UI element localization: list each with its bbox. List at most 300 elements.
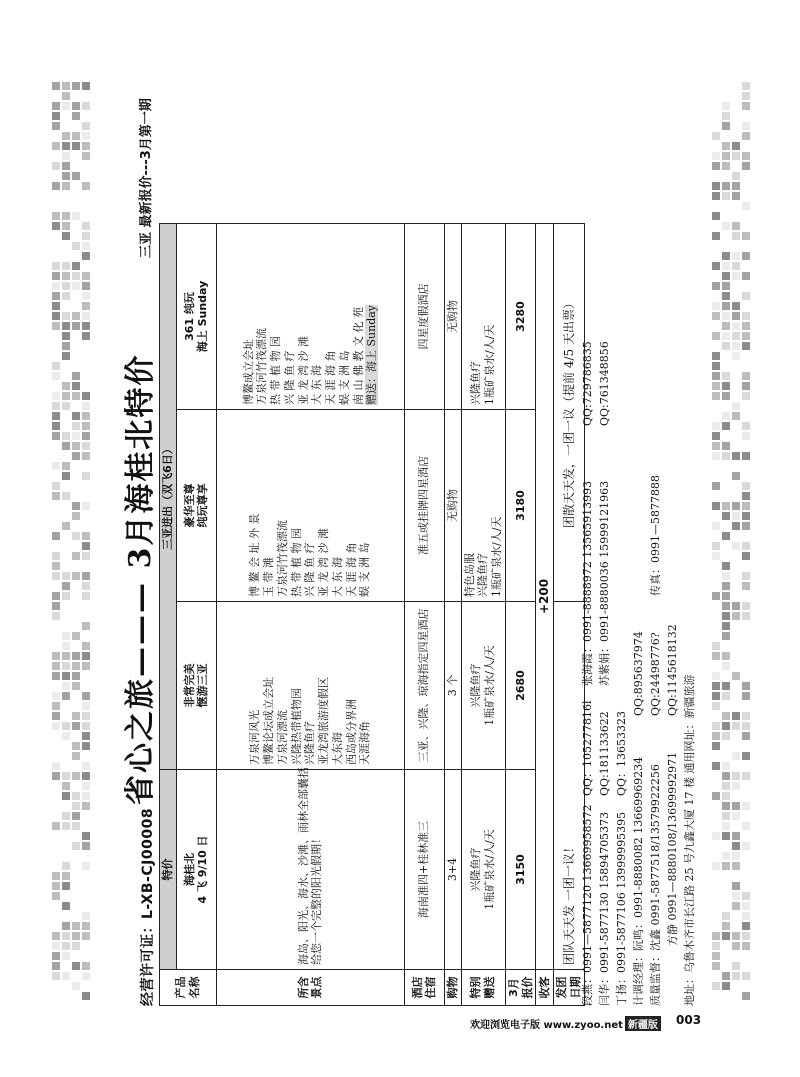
mosaic-tile [52,402,60,410]
mosaic-tile [722,822,730,830]
mosaic-tile [742,582,750,590]
contact-list [579,224,698,1006]
mosaic-tile [52,492,60,500]
mosaic-tile [72,822,80,830]
mosaic-tile [722,372,730,380]
mosaic-tile [742,82,750,90]
mosaic-tile [722,572,730,580]
mosaic-tile [82,122,90,130]
mosaic-tile [82,472,90,480]
mosaic-tile [82,232,90,240]
mosaic-tile [52,272,60,280]
mosaic-tile [82,702,90,710]
mosaic-tile [732,412,740,420]
mosaic-tile [742,612,750,620]
mosaic-tile [732,152,740,160]
mosaic-tile [712,362,720,370]
mosaic-tile [722,222,730,230]
mosaic-tile [52,142,60,150]
mosaic-tile [712,932,720,940]
mosaic-tile [72,372,80,380]
mosaic-tile [62,732,70,740]
mosaic-tile [742,432,750,440]
mosaic-tile [72,272,80,280]
mosaic-tile [722,762,730,770]
label-product: 产品名称 [160,970,217,1006]
mosaic-tile [82,142,90,150]
mosaic-tile [52,872,60,880]
mosaic-tile [732,192,740,200]
mosaic-tile [62,172,70,180]
mosaic-tile [52,702,60,710]
mosaic-tile [72,242,80,250]
mosaic-tile [732,852,740,860]
mosaic-tile [742,492,750,500]
mosaic-tile [82,222,90,230]
mosaic-tile [722,502,730,510]
edition-tag: 新疆版 [625,1016,661,1031]
mosaic-tile [72,262,80,270]
spots-gift: 赠送：海上 Sunday [365,304,379,405]
mosaic-tile [742,842,750,850]
mosaic-tile [62,592,70,600]
mosaic-tile [72,572,80,580]
mosaic-tile [732,522,740,530]
mosaic-tile [52,102,60,110]
mosaic-tile [732,542,740,550]
gift-1: 兴隆鱼疗 1瓶矿泉水/人/天 [461,770,505,970]
mosaic-tile [742,692,750,700]
mosaic-tile [62,952,70,960]
mosaic-tile [62,442,70,450]
mosaic-tile [52,462,60,470]
mosaic-tile [732,902,740,910]
mosaic-tile [712,152,720,160]
mosaic-tile [72,432,80,440]
mosaic-tile [742,312,750,320]
mosaic-tile [732,232,740,240]
mosaic-tile [82,412,90,420]
mosaic-tile [712,792,720,800]
mosaic-tile [72,742,80,750]
mosaic-tile [712,262,720,270]
mosaic-tile [82,152,90,160]
mosaic-tile [712,702,720,710]
mosaic-tile [62,672,70,680]
mosaic-tile [82,82,90,90]
label-spots: 所含景点 [216,970,404,1006]
product-name-3: 豪华至尊 纯玩尊享 [176,410,216,602]
mosaic-tile [742,752,750,760]
mosaic-tile [82,182,90,190]
mosaic-tile [742,992,750,1000]
mosaic-tile [62,822,70,830]
mosaic-tile [732,272,740,280]
mosaic-tile [82,402,90,410]
price-3: 3180 [505,410,536,602]
mosaic-tile [72,282,80,290]
mosaic-tile [742,272,750,280]
mosaic-tile [82,662,90,670]
mosaic-tile [732,602,740,610]
mosaic-tile [72,792,80,800]
mosaic-tile [712,332,720,340]
mosaic-tile [82,542,90,550]
mosaic-tile [712,192,720,200]
mosaic-tile [732,972,740,980]
mosaic-tile [722,592,730,600]
mosaic-tile [712,132,720,140]
mosaic-tile [72,552,80,560]
mosaic-tile [732,262,740,270]
mosaic-tile [722,182,730,190]
mosaic-tile [62,652,70,660]
mosaic-tile [712,182,720,190]
shopping-3: 无购物 [444,410,461,602]
gift-4: 兴隆鱼疗 1瓶矿泉水/人/天 [461,223,505,409]
mosaic-tile [52,962,60,970]
mosaic-tile [72,942,80,950]
mosaic-tile [72,772,80,780]
mosaic-tile [62,572,70,580]
label-shopping: 购物 [444,970,461,1006]
mosaic-tile [72,322,80,330]
mosaic-tile [722,162,730,170]
mosaic-tile [732,862,740,870]
mosaic-tile [62,222,70,230]
contact-row: 闫华：0991-5877130 15894705373 QQ:181133622 苏紫娟：0991-8880036 15999121963 QQ:761348856 [598,341,611,1006]
mosaic-tile [732,352,740,360]
mosaic-tile [82,252,90,260]
mosaic-tile [82,422,90,430]
product-name-1: 海桂北 4 飞 9/10 日 [176,770,216,970]
mosaic-tile [722,312,730,320]
mosaic-tile [732,782,740,790]
spots-3: 博 鳌 会 址 外 景 玉 带 滩 万泉河竹筏漂流 热 带 植 物 园 兴 隆 鱼 疗 亚 龙 湾 沙 滩 大 东 海 天 涯 海 角 蜈 支 洲 岛 [216,410,404,602]
hotel-1: 海南准四+桂林准三 [404,770,444,970]
mosaic-tile [62,92,70,100]
mosaic-tile [722,252,730,260]
mosaic-tile [52,362,60,370]
mosaic-tile [742,972,750,980]
mosaic-tile [62,212,70,220]
mosaic-tile [722,922,730,930]
mosaic-tile [72,652,80,660]
mosaic-tile [722,912,730,920]
hotel-3: 准五或挂牌四星酒店 [404,410,444,602]
mosaic-tile [732,312,740,320]
mosaic-tile [62,132,70,140]
mosaic-tile [742,912,750,920]
mosaic-tile [72,82,80,90]
mosaic-tile [742,822,750,830]
decorative-pattern-left [52,82,92,1002]
mosaic-tile [712,742,720,750]
mosaic-tile [722,102,730,110]
mosaic-tile [722,602,730,610]
mosaic-tile [712,442,720,450]
mosaic-tile [52,882,60,890]
mosaic-tile [732,342,740,350]
mosaic-tile [712,422,720,430]
shopping-2: 3 个 [444,602,461,770]
mosaic-tile [722,442,730,450]
mosaic-tile [732,712,740,720]
mosaic-tile [62,152,70,160]
contact-row: 质量监督：沈鑫 0991-5877518/13579922256 QQ:24498776? 传真：0991—5877888 [649,475,662,1006]
mosaic-tile [712,552,720,560]
mosaic-tile [742,332,750,340]
mosaic-tile [742,802,750,810]
mosaic-tile [62,782,70,790]
mosaic-tile [62,382,70,390]
mosaic-tile [62,262,70,270]
mosaic-tile [742,122,750,130]
mosaic-tile [72,842,80,850]
mosaic-tile [742,772,750,780]
mosaic-tile [722,532,730,540]
page-number: 003 [676,1013,702,1027]
mosaic-tile [62,932,70,940]
mosaic-tile [712,722,720,730]
price-sheet [117,90,707,1010]
mosaic-tile [712,522,720,530]
mosaic-tile [732,222,740,230]
mosaic-tile [62,872,70,880]
mosaic-tile [52,312,60,320]
mosaic-tile [722,632,730,640]
mosaic-tile [82,992,90,1000]
mosaic-tile [722,682,730,690]
mosaic-tile [82,322,90,330]
spots-2: 万泉河风光 博鳌论坛成立会址 万泉河漂流 兴隆热带植物园 兴隆鱼疗 亚龙湾旅游度假区 大东海 西岛或分界洲 天涯海角 [216,602,404,770]
mosaic-tile [712,592,720,600]
mosaic-tile [722,732,730,740]
mosaic-tile [742,452,750,460]
mosaic-tile [742,382,750,390]
mosaic-tile [712,282,720,290]
mosaic-tile [712,232,720,240]
label-collect: 收客 [536,970,554,1006]
mosaic-tile [742,322,750,330]
mosaic-tile [82,792,90,800]
mosaic-tile [712,452,720,460]
departure-left: 团队天天发 一团一议！ [554,602,585,970]
mosaic-tile [72,922,80,930]
mosaic-tile [82,272,90,280]
mosaic-tile [52,672,60,680]
mosaic-tile [52,562,60,570]
mosaic-tile [52,692,60,700]
mosaic-tile [52,942,60,950]
mosaic-tile [712,542,720,550]
mosaic-tile [72,392,80,400]
mosaic-tile [52,322,60,330]
mosaic-tile [62,902,70,910]
mosaic-tile [82,442,90,450]
mosaic-tile [742,162,750,170]
mosaic-tile [52,592,60,600]
mosaic-tile [712,312,720,320]
mosaic-tile [82,582,90,590]
mosaic-tile [722,782,730,790]
mosaic-tile [62,632,70,640]
collect-extra: +200 [536,223,554,969]
mosaic-tile [742,502,750,510]
mosaic-tile [82,862,90,870]
mosaic-tile [62,862,70,870]
mosaic-tile [722,692,730,700]
mosaic-tile [52,122,60,130]
mosaic-tile [72,932,80,940]
mosaic-tile [52,932,60,940]
mosaic-tile [742,722,750,730]
mosaic-tile [82,102,90,110]
mosaic-tile [712,432,720,440]
mosaic-tile [72,312,80,320]
mosaic-tile [712,962,720,970]
mosaic-tile [742,512,750,520]
mosaic-tile [722,802,730,810]
mosaic-tile [712,502,720,510]
mosaic-tile [72,132,80,140]
mosaic-tile [722,382,730,390]
mosaic-tile [732,402,740,410]
mosaic-tile [732,322,740,330]
mosaic-tile [82,732,90,740]
mosaic-tile [52,552,60,560]
mosaic-tile [732,772,740,780]
mosaic-tile [62,792,70,800]
mosaic-tile [732,832,740,840]
mosaic-tile [52,112,60,120]
mosaic-tile [722,662,730,670]
mosaic-tile [72,662,80,670]
mosaic-tile [722,932,730,940]
mosaic-tile [72,712,80,720]
mosaic-tile [722,192,730,200]
mosaic-tile [62,182,70,190]
mosaic-tile [62,232,70,240]
mosaic-tile [72,962,80,970]
mosaic-tile [722,272,730,280]
mosaic-tile [52,952,60,960]
mosaic-tile [742,372,750,380]
mosaic-tile [742,682,750,690]
product-name-4: 361 纯玩 海上 Sunday [176,223,216,409]
mosaic-tile [82,712,90,720]
mosaic-tile [72,142,80,150]
mosaic-tile [82,642,90,650]
mosaic-tile [72,102,80,110]
mosaic-tile [62,82,70,90]
mosaic-tile [722,342,730,350]
mosaic-tile [732,172,740,180]
mosaic-tile [82,432,90,440]
mosaic-tile [712,682,720,690]
group-header-special: 特价 [160,770,177,970]
mosaic-tile [722,282,730,290]
mosaic-tile [62,692,70,700]
mosaic-tile [742,252,750,260]
mosaic-tile [52,282,60,290]
mosaic-tile [62,142,70,150]
mosaic-tile [722,112,730,120]
mosaic-tile [742,92,750,100]
mosaic-tile [722,412,730,420]
mosaic-tile [732,672,740,680]
mosaic-tile [82,242,90,250]
mosaic-tile [52,302,60,310]
price-table [159,223,585,1006]
mosaic-tile [712,862,720,870]
mosaic-tile [52,262,60,270]
mosaic-tile [62,472,70,480]
mosaic-tile [742,482,750,490]
mosaic-tile [72,532,80,540]
label-hotel: 酒店住宿 [404,970,444,1006]
mosaic-tile [52,212,60,220]
mosaic-tile [62,922,70,930]
mosaic-tile [722,792,730,800]
mosaic-tile [712,642,720,650]
mosaic-tile [82,292,90,300]
mosaic-tile [82,742,90,750]
mosaic-tile [712,832,720,840]
mosaic-tile [732,722,740,730]
mosaic-tile [62,102,70,110]
mosaic-tile [52,972,60,980]
shopping-4: 无购物 [444,223,461,409]
mosaic-tile [52,892,60,900]
label-departure: 发团日期 [554,970,585,1006]
mosaic-tile [52,222,60,230]
mosaic-tile [742,132,750,140]
mosaic-tile [52,712,60,720]
mosaic-tile [732,502,740,510]
hotel-2: 三亚、兴隆、琼海指定四星酒店 [404,602,444,770]
mosaic-tile [732,612,740,620]
mosaic-tile [722,262,730,270]
mosaic-tile [712,482,720,490]
mosaic-tile [712,942,720,950]
mosaic-tile [62,972,70,980]
mosaic-tile [82,962,90,970]
mosaic-tile [722,122,730,130]
mosaic-tile [712,672,720,680]
mosaic-tile [712,372,720,380]
mosaic-tile [712,652,720,660]
mosaic-tile [62,812,70,820]
mosaic-tile [742,552,750,560]
mosaic-tile [742,732,750,740]
mosaic-tile [52,652,60,660]
mosaic-tile [82,332,90,340]
mosaic-tile [722,852,730,860]
mosaic-tile [82,842,90,850]
footer-text: 欢迎浏览电子版 www.zyoo.net [470,1020,623,1031]
mosaic-tile [732,842,740,850]
license-number: 经营许可证：L-XB-CJ00008 [140,807,156,1006]
mosaic-tile [62,772,70,780]
mosaic-tile [82,722,90,730]
mosaic-tile [742,602,750,610]
mosaic-tile [712,302,720,310]
contact-row: 丁扬：0991-5877106 13999995395 QQ：13653323 [615,710,628,1006]
mosaic-tile [742,522,750,530]
contact-row: 计调经理：阮鸣：0991-8880082 13669969234 QQ:895637974 [632,631,645,1006]
mosaic-tile [72,502,80,510]
